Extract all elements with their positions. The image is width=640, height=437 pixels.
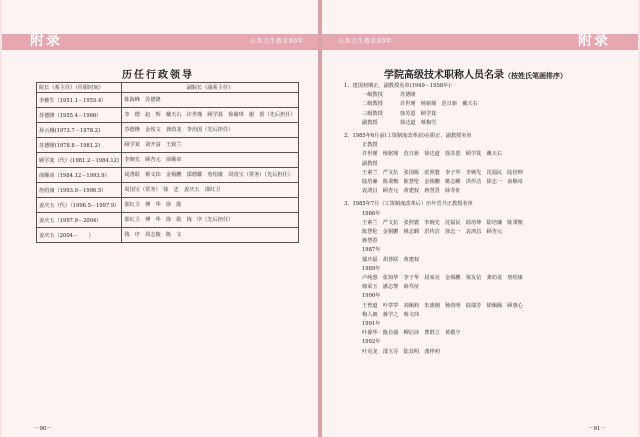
- dean-cell: 苏德隆(1978.8－1981.2): [37, 138, 122, 153]
- year-names-line: 王素兰 严文抗 张照寰 李婉先 沈福民 陆培坤 陆培廉 陈秉衡: [362, 219, 523, 226]
- left-page-title: 历任行政领导: [122, 70, 194, 81]
- table-row: [37, 198, 299, 213]
- column-header-dean: 院长（系主任）（任职时间）: [37, 83, 122, 93]
- table-row: [37, 228, 299, 243]
- dean-cell: 詹绍康（1993.9－1996.5）: [37, 183, 122, 198]
- table-row: [37, 123, 299, 138]
- table-row: [37, 93, 299, 108]
- year-names-line: 叶克龙 邵玉芬 陆其明 龚梓初: [362, 348, 440, 355]
- year-names-line: 卢纯惠 张知华 李子华 屈家亮 金锡鹏 梁友信 龚幼龙 詹绍康: [362, 275, 523, 282]
- group1-heading: 1、建国初期正、副教授名单(1949－1958年)：: [344, 83, 456, 89]
- group3-heading: 3、1985年7月（工资制度改革后）历年晋升正教授名单: [344, 201, 473, 208]
- left-page: [2, 0, 318, 437]
- role-label: 三级教授: [362, 110, 383, 117]
- role-names: 许世瑾 杨铭鼎 范日新 戴天右: [400, 101, 478, 108]
- deputies-cell: 钱 序 周志俊 陈 文: [122, 228, 298, 243]
- dean-cell: 孙云娥(1973.7－1978.2): [37, 123, 122, 138]
- year-names-line: 叶葆华 陈自强 柳启沛 曹群立 黄敬亨: [362, 330, 461, 337]
- role-label: 二级教授: [362, 101, 383, 108]
- dean-cell: 顾学箕（代）(1981.2－1984.12): [37, 153, 122, 168]
- deputies-cell: 李 德 赵 辉 戴天右 许世瑾 顾学箕 徐蘋琪 谢 震（先后担任）: [122, 108, 298, 123]
- deputies-cell: 李婉先 顾杏元 俞顺章: [122, 153, 298, 168]
- table-row: [37, 213, 299, 228]
- role-label: 副教授: [362, 119, 378, 126]
- year-label: 1986年: [362, 210, 381, 217]
- deputies-cell: 苏德隆 金钦文 龚幼龙 李治国（先后担任）: [122, 123, 298, 138]
- book-title-right: 公共卫生教育80年: [338, 38, 393, 45]
- page-number-left: －90－: [34, 426, 52, 432]
- leaders-table: [36, 82, 299, 243]
- title-subtitle: （按姓氏笔画排序）: [504, 71, 567, 80]
- year-label: 1987年: [362, 247, 381, 254]
- table-row: [37, 153, 299, 168]
- role-row: [344, 91, 624, 100]
- year-names-line: 韩荣玉 潘志黎 薛寿征: [362, 284, 420, 291]
- leaders-table-header: [37, 83, 299, 93]
- table-row: [37, 108, 299, 123]
- deputies-cell: 邵红卫 傅 华 徐 勋: [122, 198, 298, 213]
- full-professor-label: 正教授: [362, 142, 378, 149]
- dean-cell: 俞顺章（1984.12－1993.9）: [37, 168, 122, 183]
- dean-cell: 姜庆五（1997.9－2004）: [37, 213, 122, 228]
- appendix-label-left: 附录: [30, 33, 62, 49]
- role-row: [344, 110, 624, 119]
- year-names-line: 陈慧伦 金锡鹏 姚志麒 洪传洁 徐志一 袁鸿昌 顾杏元: [362, 229, 503, 236]
- deputies-cell: 陈海峰 苏德隆: [122, 93, 298, 108]
- dean-cell: 姜庆五（2004－ ）: [37, 228, 122, 243]
- book-title-left: 公共卫生教育80年: [249, 38, 304, 45]
- dean-cell: 姜庆五（代）（1996.5－1997.9）: [37, 198, 122, 213]
- deputies-cell: 顾学箕 刘开富 王致兰: [122, 138, 298, 153]
- associate-professor-label: 副教授: [362, 160, 378, 167]
- associate-names-line: 王素兰 严文抗 张国栋 张照寰 李子华 李婉先 沈福民 陆培坤: [362, 169, 523, 176]
- right-page-title: [384, 66, 567, 81]
- year-label: 1989年: [362, 265, 381, 272]
- group2-heading: 2、1985年6月前(工资制度改革前)在职正、副教授名单: [344, 133, 472, 140]
- dean-cell: 李雅生（1951.1－1955.4）: [37, 93, 122, 108]
- dean-cell: 苏德隆（1955.4－1966）: [37, 108, 122, 123]
- appendix-label-right: 附录: [578, 33, 610, 49]
- staff-directory: [344, 82, 624, 357]
- title-main: 学院高级技术职称人员名录: [384, 70, 504, 81]
- role-row: [344, 100, 624, 109]
- year-names-line: 梅人朗 蒋学之 蔡文玮: [362, 311, 420, 318]
- deputies-cell: 周国宝（常务） 徐 忠 姜庆五 邵红卫: [122, 183, 298, 198]
- role-label: 一级教授: [362, 92, 383, 99]
- role-row: [344, 119, 624, 128]
- right-page: [322, 0, 638, 437]
- column-header-deputy: 副院长（副系主任）: [122, 83, 298, 93]
- year-label: 1990年: [362, 293, 381, 300]
- page-number-right: －91－: [588, 426, 606, 432]
- year-label: 1992年: [362, 339, 381, 346]
- year-label: 1991年: [362, 321, 381, 328]
- deputies-cell: 胡善联 蔡文玮 金锡鹏 邵德耀 詹绍康 周国宝（常务）（先后担任）: [122, 168, 298, 183]
- year-names-line: 郁庆福 胡善联 黄建权: [362, 256, 420, 263]
- role-names: 苏德隆: [400, 92, 416, 99]
- deputies-cell: 邵红卫 傅 华 徐 勋 钱 序（先后担任）: [122, 213, 298, 228]
- full-professor-names: 许世瑾 杨铭鼎 范日新 徐达道 徐苏恩 顾学箕 戴天右: [362, 151, 503, 158]
- role-names: 徐达道 蔡梅雪: [400, 119, 437, 126]
- table-row: [37, 183, 299, 198]
- year-names-line: 蒋慧熹: [362, 238, 378, 245]
- table-row: [37, 168, 299, 183]
- role-names: 徐苏恩 顾学箕: [400, 110, 437, 117]
- year-names-line: 王曾道 叶葶葶 刘佩莉 朱惠刚 杨幼明 陆瑞芳 徐佩佩 顾惠心: [362, 302, 523, 309]
- table-row: [37, 138, 299, 153]
- associate-names-line: 袁鸿昌 顾杏元 黄建权 蒋慧熹 薛寿征: [362, 188, 461, 195]
- associate-names-line: 陆培廉 陈秉衡 陈慧伦 金锡鹏 姚志麒 洪传洁 徐志一 俞顺章: [362, 179, 523, 186]
